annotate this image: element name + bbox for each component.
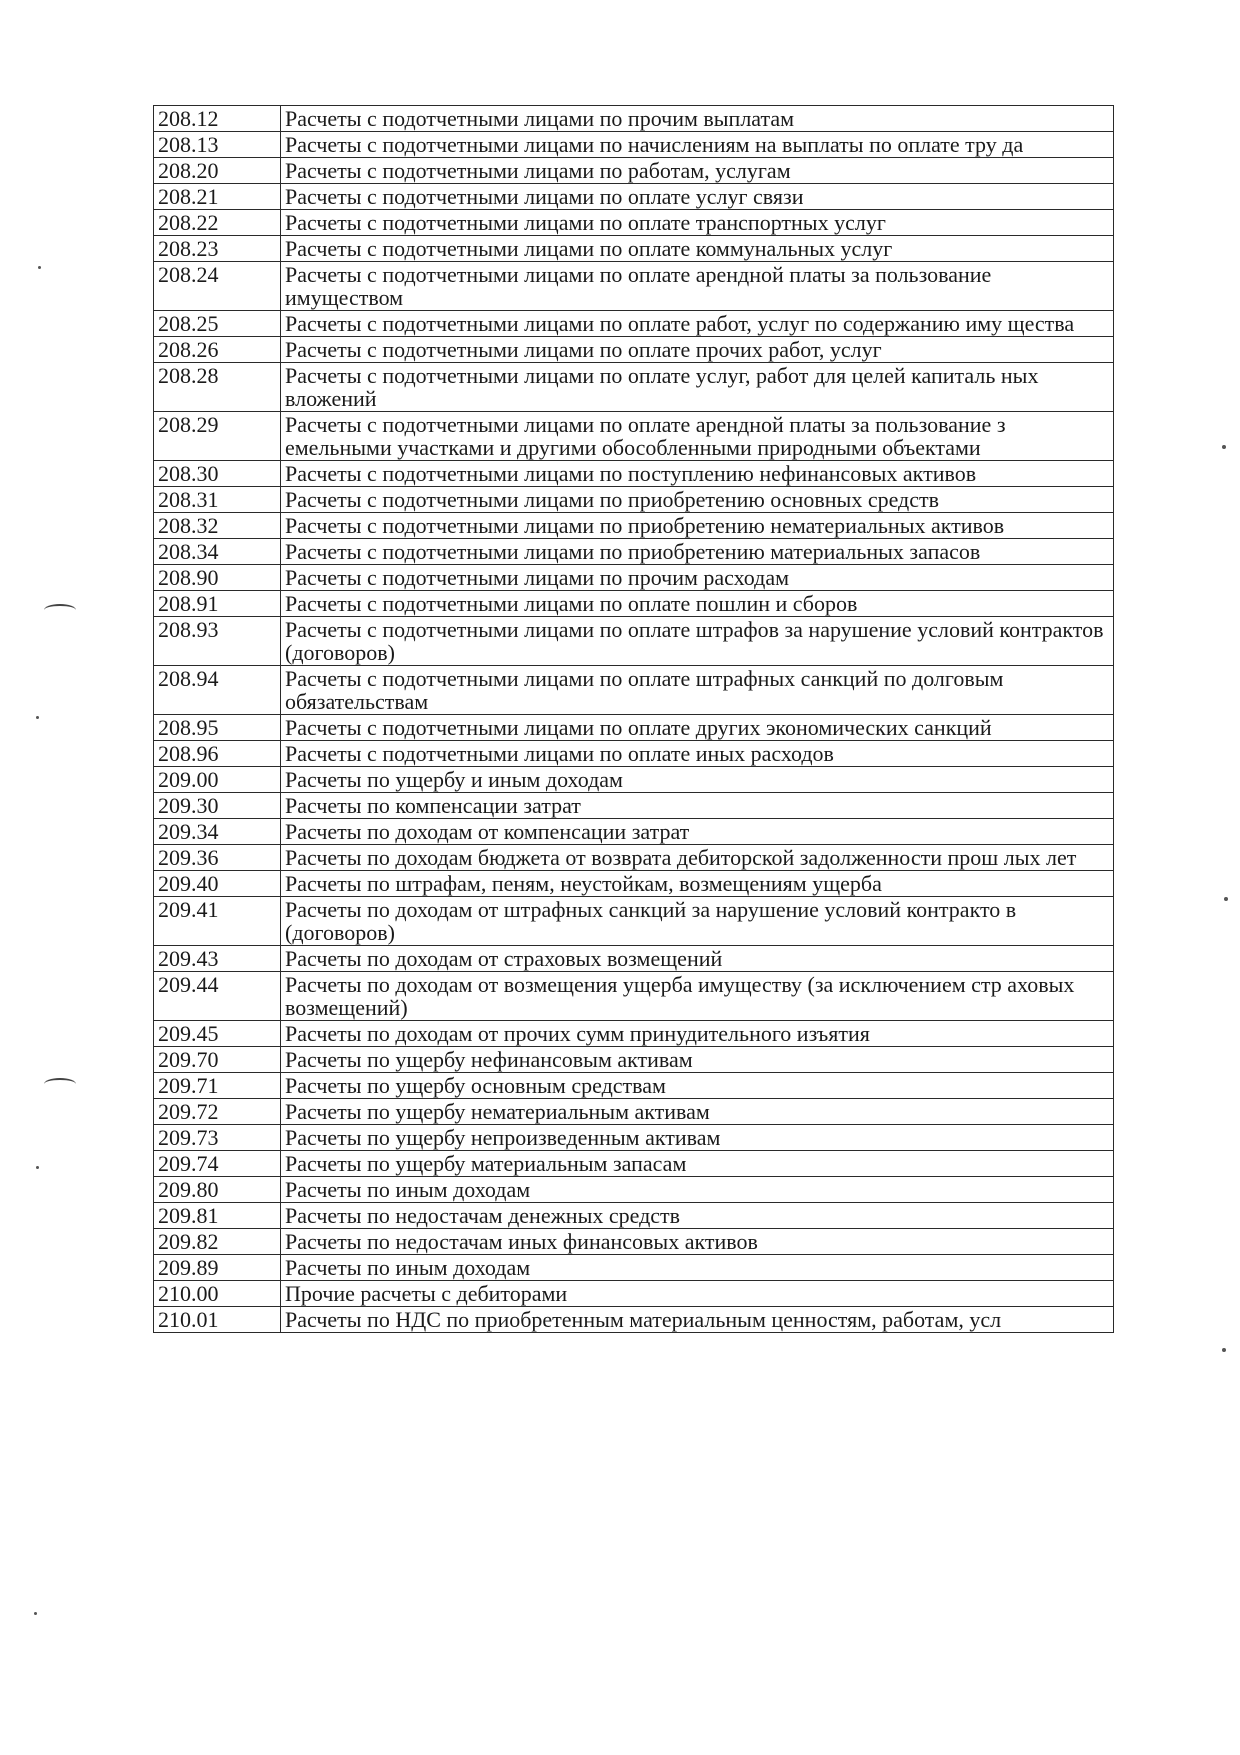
account-code: 208.90: [154, 565, 281, 591]
account-code: 208.32: [154, 513, 281, 539]
account-code: 209.43: [154, 946, 281, 972]
account-code: 208.28: [154, 363, 281, 412]
account-code: 208.93: [154, 617, 281, 666]
account-name: Расчеты по доходам от возмещения ущерба имуществу (за исключением стр аховых возмещений): [281, 972, 1114, 1021]
table-row: [154, 715, 1114, 741]
account-code: 209.73: [154, 1125, 281, 1151]
account-code: 209.74: [154, 1151, 281, 1177]
account-code: 209.81: [154, 1203, 281, 1229]
accounts-table-body: [154, 106, 1114, 1333]
account-code: 208.94: [154, 666, 281, 715]
account-name: Расчеты по иным доходам: [281, 1255, 1114, 1281]
account-name: Расчеты по доходам бюджета от возврата дебиторской задолженности прош лых лет: [281, 845, 1114, 871]
scan-speck: [38, 266, 41, 269]
account-code: 208.22: [154, 210, 281, 236]
table-row: [154, 210, 1114, 236]
account-name: Расчеты с подотчетными лицами по оплате штрафов за нарушение условий контрактов (договоров): [281, 617, 1114, 666]
account-code: 208.12: [154, 106, 281, 132]
account-code: 208.20: [154, 158, 281, 184]
account-name: Расчеты по ущербу непроизведенным активам: [281, 1125, 1114, 1151]
table-row: [154, 972, 1114, 1021]
account-code: 208.95: [154, 715, 281, 741]
account-name: Расчеты по доходам от компенсации затрат: [281, 819, 1114, 845]
account-name: Расчеты по ущербу нематериальным активам: [281, 1099, 1114, 1125]
table-row: [154, 565, 1114, 591]
account-name: Расчеты с подотчетными лицами по приобретению основных средств: [281, 487, 1114, 513]
table-row: [154, 158, 1114, 184]
table-row: [154, 1203, 1114, 1229]
account-code: 209.80: [154, 1177, 281, 1203]
table-row: [154, 184, 1114, 210]
account-code: 209.36: [154, 845, 281, 871]
scan-speck: [1222, 445, 1226, 449]
account-name: Расчеты с подотчетными лицами по начислениям на выплаты по оплате тру да: [281, 132, 1114, 158]
table-row: [154, 871, 1114, 897]
account-code: 209.72: [154, 1099, 281, 1125]
account-code: 208.34: [154, 539, 281, 565]
account-name: Расчеты с подотчетными лицами по оплате других экономических санкций: [281, 715, 1114, 741]
account-name: Расчеты с подотчетными лицами по оплате прочих работ, услуг: [281, 337, 1114, 363]
table-row: [154, 412, 1114, 461]
account-name: Расчеты с подотчетными лицами по приобретению нематериальных активов: [281, 513, 1114, 539]
table-row: [154, 311, 1114, 337]
account-name: Расчеты по ущербу и иным доходам: [281, 767, 1114, 793]
account-code: 209.89: [154, 1255, 281, 1281]
account-name: Расчеты с подотчетными лицами по оплате услуг, работ для целей капиталь ных вложений: [281, 363, 1114, 412]
table-row: [154, 1281, 1114, 1307]
account-name: Расчеты с подотчетными лицами по оплате иных расходов: [281, 741, 1114, 767]
account-code: 208.31: [154, 487, 281, 513]
scan-speck: [36, 1166, 39, 1169]
account-code: 209.34: [154, 819, 281, 845]
accounts-table: [153, 105, 1114, 1333]
account-code: 208.91: [154, 591, 281, 617]
account-name: Расчеты с подотчетными лицами по оплате коммунальных услуг: [281, 236, 1114, 262]
account-name: Расчеты по иным доходам: [281, 1177, 1114, 1203]
account-code: 208.21: [154, 184, 281, 210]
table-row: [154, 591, 1114, 617]
table-row: [154, 1073, 1114, 1099]
account-name: Расчеты по доходам от страховых возмещений: [281, 946, 1114, 972]
account-code: 209.44: [154, 972, 281, 1021]
account-code: 208.26: [154, 337, 281, 363]
account-code: 208.25: [154, 311, 281, 337]
account-name: Расчеты с подотчетными лицами по приобретению материальных запасов: [281, 539, 1114, 565]
table-row: [154, 1255, 1114, 1281]
account-name: Расчеты по ущербу материальным запасам: [281, 1151, 1114, 1177]
account-code: 209.82: [154, 1229, 281, 1255]
table-row: [154, 461, 1114, 487]
table-row: [154, 767, 1114, 793]
account-name: Расчеты с подотчетными лицами по оплате арендной платы за пользование з емельными участками и другими обособленными природными объектами: [281, 412, 1114, 461]
table-row: [154, 1229, 1114, 1255]
scan-speck: [34, 1612, 37, 1615]
account-code: 209.40: [154, 871, 281, 897]
account-name: Расчеты по недостачам иных финансовых активов: [281, 1229, 1114, 1255]
account-name: Расчеты с подотчетными лицами по оплате работ, услуг по содержанию иму щества: [281, 311, 1114, 337]
account-code: 210.00: [154, 1281, 281, 1307]
punch-hole-mark: [44, 604, 76, 616]
account-code: 209.41: [154, 897, 281, 946]
account-name: Расчеты с подотчетными лицами по оплате пошлин и сборов: [281, 591, 1114, 617]
account-name: Расчеты по компенсации затрат: [281, 793, 1114, 819]
table-row: [154, 666, 1114, 715]
table-row: [154, 106, 1114, 132]
account-name: Расчеты по ущербу нефинансовым активам: [281, 1047, 1114, 1073]
table-row: [154, 132, 1114, 158]
table-row: [154, 1021, 1114, 1047]
account-code: 209.71: [154, 1073, 281, 1099]
table-row: [154, 262, 1114, 311]
table-row: [154, 1047, 1114, 1073]
account-name: Расчеты по ущербу основным средствам: [281, 1073, 1114, 1099]
account-name: Расчеты с подотчетными лицами по прочим расходам: [281, 565, 1114, 591]
account-code: 208.30: [154, 461, 281, 487]
account-code: 208.23: [154, 236, 281, 262]
table-row: [154, 617, 1114, 666]
account-code: 208.13: [154, 132, 281, 158]
account-code: 209.70: [154, 1047, 281, 1073]
table-row: [154, 845, 1114, 871]
account-name: Расчеты с подотчетными лицами по оплате услуг связи: [281, 184, 1114, 210]
scan-speck: [1224, 897, 1228, 901]
account-name: Прочие расчеты с дебиторами: [281, 1281, 1114, 1307]
scan-speck: [1222, 1348, 1226, 1352]
table-row: [154, 1125, 1114, 1151]
account-name: Расчеты по штрафам, пеням, неустойкам, возмещениям ущерба: [281, 871, 1114, 897]
table-row: [154, 897, 1114, 946]
account-code: 208.29: [154, 412, 281, 461]
account-code: 209.00: [154, 767, 281, 793]
scan-speck: [36, 716, 39, 719]
account-name: Расчеты с подотчетными лицами по оплате штрафных санкций по долговым обязательствам: [281, 666, 1114, 715]
table-row: [154, 1307, 1114, 1333]
account-code: 209.30: [154, 793, 281, 819]
account-name: Расчеты с подотчетными лицами по оплате арендной платы за пользование имуществом: [281, 262, 1114, 311]
account-name: Расчеты по НДС по приобретенным материальным ценностям, работам, усл: [281, 1307, 1114, 1333]
table-row: [154, 487, 1114, 513]
account-name: Расчеты с подотчетными лицами по оплате транспортных услуг: [281, 210, 1114, 236]
table-row: [154, 337, 1114, 363]
account-code: 208.24: [154, 262, 281, 311]
table-row: [154, 236, 1114, 262]
table-row: [154, 1151, 1114, 1177]
account-name: Расчеты по недостачам денежных средств: [281, 1203, 1114, 1229]
table-row: [154, 1099, 1114, 1125]
account-name: Расчеты по доходам от штрафных санкций за нарушение условий контракто в (договоров): [281, 897, 1114, 946]
table-row: [154, 539, 1114, 565]
account-name: Расчеты с подотчетными лицами по прочим выплатам: [281, 106, 1114, 132]
account-code: 209.45: [154, 1021, 281, 1047]
account-name: Расчеты по доходам от прочих сумм принудительного изъятия: [281, 1021, 1114, 1047]
table-row: [154, 793, 1114, 819]
punch-hole-mark: [44, 1078, 76, 1090]
table-row: [154, 363, 1114, 412]
table-row: [154, 946, 1114, 972]
table-row: [154, 741, 1114, 767]
account-name: Расчеты с подотчетными лицами по поступлению нефинансовых активов: [281, 461, 1114, 487]
account-code: 210.01: [154, 1307, 281, 1333]
table-row: [154, 819, 1114, 845]
account-name: Расчеты с подотчетными лицами по работам, услугам: [281, 158, 1114, 184]
account-code: 208.96: [154, 741, 281, 767]
table-row: [154, 1177, 1114, 1203]
table-row: [154, 513, 1114, 539]
